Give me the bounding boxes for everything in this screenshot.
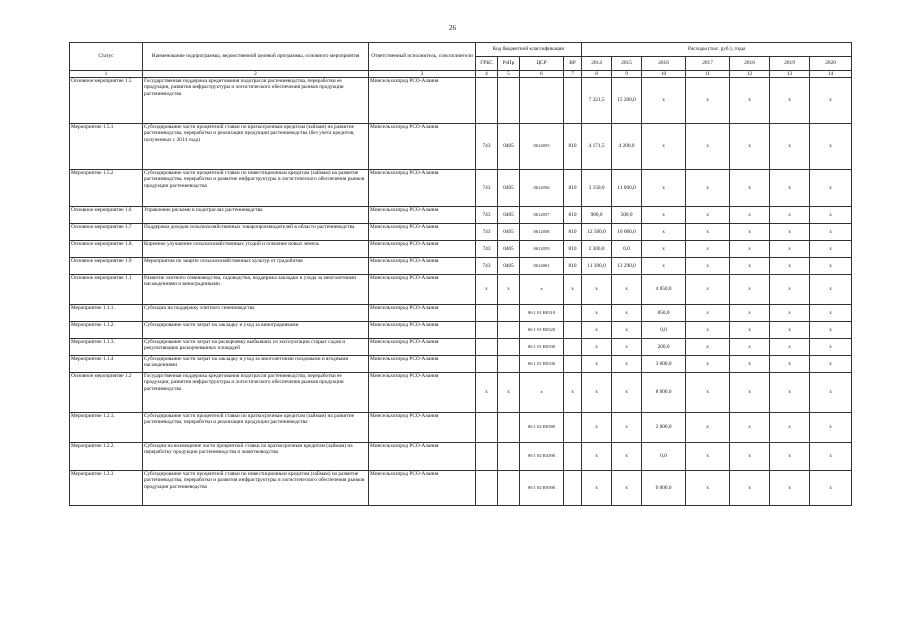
table-row — [70, 413, 852, 443]
row-value-2014: 4 171,5 — [582, 124, 612, 170]
table-row — [70, 373, 852, 413]
row-vr — [564, 78, 582, 124]
row-value-2015: 13 290,0 — [612, 258, 642, 275]
row-rzpr — [498, 339, 520, 356]
row-value-2018: x — [730, 413, 770, 443]
row-value-2018: x — [730, 207, 770, 224]
row-executor: Минсельхозпрод РСО-Алания — [369, 224, 476, 241]
row-value-2019: x — [770, 443, 810, 471]
row-vr: x — [564, 275, 582, 305]
row-csr: 0612061 — [520, 258, 564, 275]
row-value-2015: x — [612, 305, 642, 322]
row-value-2020: x — [810, 339, 852, 356]
row-name: Субсидирование части затрат на закладку и уход за многолетними плодовыми и ягодными насаждениями — [143, 356, 369, 373]
row-value-2016: 3 000,0 — [642, 356, 686, 373]
row-name: Субсидирование части затрат на закладку и уход за виноградниками — [143, 322, 369, 339]
row-status: Основное мероприятие 1.7 — [70, 224, 143, 241]
row-grbs: 743 — [476, 170, 498, 207]
row-value-2016: 8 000,0 — [642, 373, 686, 413]
table-row — [70, 78, 852, 124]
row-value-2018: x — [730, 339, 770, 356]
row-value-2017: x — [686, 413, 730, 443]
row-value-2019: x — [770, 241, 810, 258]
row-value-2019: x — [770, 224, 810, 241]
row-csr: 06 1 02 R4390 — [520, 443, 564, 471]
row-vr — [564, 413, 582, 443]
row-name: Субсидирование части процентной ставки по краткосрочным кредитам (займам) на развитие растениеводства, переработки и реализации продукции растениеводства — [143, 413, 369, 443]
row-grbs — [476, 322, 498, 339]
row-vr: 810 — [564, 241, 582, 258]
row-csr: 06 1 01 R0310 — [520, 305, 564, 322]
column-number: 12 — [730, 71, 770, 78]
row-name: Государственная поддержка кредитования подотрасли растениеводства, переработки ее продукции, развития инфраструктуры и логистического обеспечения рынков продукции растениеводства — [143, 373, 369, 413]
header-year: 2019 — [770, 57, 810, 71]
column-number: 3 — [369, 71, 476, 78]
row-value-2014: 3 150,0 — [582, 170, 612, 207]
row-vr — [564, 305, 582, 322]
row-value-2015: x — [612, 471, 642, 506]
row-value-2019: x — [770, 170, 810, 207]
row-value-2017: x — [686, 373, 730, 413]
row-status: Основное мероприятие 1.5 — [70, 78, 143, 124]
row-name: Поддержка доходов сельскохозяйственных товаропроизводителей в области растениеводства — [143, 224, 369, 241]
row-executor: Минсельхозпрод РСО-Алания — [369, 356, 476, 373]
row-value-2019: x — [770, 413, 810, 443]
table-row — [70, 258, 852, 275]
column-number: 1 — [70, 71, 143, 78]
row-value-2014: x — [582, 356, 612, 373]
table-body — [70, 78, 852, 506]
row-value-2018: x — [730, 471, 770, 506]
row-value-2020: x — [810, 207, 852, 224]
row-csr: 0612058 — [520, 224, 564, 241]
row-value-2018: x — [730, 170, 770, 207]
row-value-2018: x — [730, 78, 770, 124]
row-value-2020: x — [810, 322, 852, 339]
row-name: Государственная поддержка кредитования подотрасли растениеводства, переработки ее продукции, развития инфраструктуры и логистического обеспечения рынков продукции растениеводства — [143, 78, 369, 124]
row-grbs — [476, 356, 498, 373]
row-status: Мероприятие 1.2.2. — [70, 443, 143, 471]
row-value-2020: x — [810, 78, 852, 124]
row-value-2015: 0,0 — [612, 241, 642, 258]
row-value-2017: x — [686, 258, 730, 275]
header-year: 2016 — [642, 57, 686, 71]
row-rzpr: 0405 — [498, 241, 520, 258]
row-value-2016: x — [642, 258, 686, 275]
row-value-2020: x — [810, 443, 852, 471]
row-grbs — [476, 78, 498, 124]
row-rzpr: 0405 — [498, 258, 520, 275]
table-row — [70, 322, 852, 339]
row-rzpr — [498, 443, 520, 471]
row-grbs: 743 — [476, 224, 498, 241]
row-rzpr: 0405 — [498, 170, 520, 207]
row-value-2018: x — [730, 305, 770, 322]
row-name: Мероприятия по защите сельскохозяйственных культур от градобития — [143, 258, 369, 275]
row-csr: x — [520, 275, 564, 305]
row-value-2017: x — [686, 275, 730, 305]
row-value-2017: x — [686, 78, 730, 124]
row-value-2015: x — [612, 356, 642, 373]
table-row — [70, 207, 852, 224]
row-value-2020: x — [810, 224, 852, 241]
row-status: Мероприятие 1.1.1. — [70, 305, 143, 322]
header-name: Наименование подпрограммы, ведомственной целевой программы, основного мероприятия — [143, 43, 369, 71]
row-value-2017: x — [686, 443, 730, 471]
row-executor: Минсельхозпрод РСО-Алания — [369, 78, 476, 124]
row-csr: 06 1 01 R0330 — [520, 339, 564, 356]
column-number: 13 — [770, 71, 810, 78]
row-rzpr — [498, 413, 520, 443]
row-executor: Минсельхозпрод РСО-Алания — [369, 124, 476, 170]
row-grbs — [476, 413, 498, 443]
row-vr: 810 — [564, 170, 582, 207]
row-value-2019: x — [770, 207, 810, 224]
row-value-2015: x — [612, 413, 642, 443]
row-rzpr: x — [498, 275, 520, 305]
row-value-2016: x — [642, 241, 686, 258]
row-value-2020: x — [810, 241, 852, 258]
row-value-2014: x — [582, 305, 612, 322]
row-name: Субсидии на возмещение части процентной ставки по краткосрочным кредитам (займам) на переработку продукции растениеводства и животноводства — [143, 443, 369, 471]
row-rzpr — [498, 78, 520, 124]
row-status: Мероприятие 1.5.1 — [70, 124, 143, 170]
row-value-2014: x — [582, 322, 612, 339]
row-executor: Минсельхозпрод РСО-Алания — [369, 241, 476, 258]
row-rzpr — [498, 471, 520, 506]
row-grbs: 743 — [476, 124, 498, 170]
row-value-2019: x — [770, 356, 810, 373]
table-row — [70, 170, 852, 207]
row-grbs: 743 — [476, 241, 498, 258]
row-vr — [564, 443, 582, 471]
row-status: Основное мероприятие 1.9 — [70, 258, 143, 275]
row-status: Основное мероприятие 1.6 — [70, 207, 143, 224]
column-number: 14 — [810, 71, 852, 78]
column-number: 10 — [642, 71, 686, 78]
row-value-2016: x — [642, 224, 686, 241]
row-value-2014: x — [582, 471, 612, 506]
row-value-2017: x — [686, 170, 730, 207]
row-vr — [564, 356, 582, 373]
row-value-2019: x — [770, 275, 810, 305]
table-row — [70, 224, 852, 241]
row-name: Субсидирование части процентной ставки по инвестиционным кредитам (займам) на развитие растениеводства, переработки и развития инфраструктуры и логистического обеспечения рынков продукции растениеводства — [143, 471, 369, 506]
row-csr: x — [520, 373, 564, 413]
table-row — [70, 339, 852, 356]
row-status: Мероприятие 1.1.3. — [70, 339, 143, 356]
column-number: 9 — [612, 71, 642, 78]
row-grbs: x — [476, 373, 498, 413]
row-grbs: 743 — [476, 258, 498, 275]
row-value-2016: 0,0 — [642, 322, 686, 339]
row-value-2020: x — [810, 170, 852, 207]
row-executor: Минсельхозпрод РСО-Алания — [369, 207, 476, 224]
row-vr: x — [564, 373, 582, 413]
row-value-2019: x — [770, 258, 810, 275]
row-value-2017: x — [686, 207, 730, 224]
column-number: 11 — [686, 71, 730, 78]
row-value-2020: x — [810, 373, 852, 413]
row-vr: 810 — [564, 224, 582, 241]
row-rzpr — [498, 356, 520, 373]
row-value-2019: x — [770, 78, 810, 124]
row-executor: Минсельхозпрод РСО-Алания — [369, 305, 476, 322]
row-value-2020: x — [810, 413, 852, 443]
row-value-2016: x — [642, 78, 686, 124]
row-grbs: 743 — [476, 207, 498, 224]
row-value-2016: 2 000,0 — [642, 413, 686, 443]
row-csr — [520, 78, 564, 124]
row-value-2014: x — [582, 275, 612, 305]
row-value-2016: 6 000,0 — [642, 471, 686, 506]
table-row — [70, 124, 852, 170]
row-vr: 810 — [564, 258, 582, 275]
column-number: 6 — [520, 71, 564, 78]
row-value-2015: x — [612, 275, 642, 305]
row-status: Мероприятие 1.1.2. — [70, 322, 143, 339]
row-status: Мероприятие 1.1.4 — [70, 356, 143, 373]
row-vr: 810 — [564, 207, 582, 224]
row-csr: 06 1 02 R0380 — [520, 413, 564, 443]
row-value-2019: x — [770, 339, 810, 356]
row-grbs: x — [476, 275, 498, 305]
row-grbs — [476, 471, 498, 506]
row-value-2020: x — [810, 124, 852, 170]
row-rzpr: 0405 — [498, 124, 520, 170]
row-value-2017: x — [686, 305, 730, 322]
header-vr: ВР — [564, 57, 582, 71]
row-value-2015: 500,0 — [612, 207, 642, 224]
row-value-2018: x — [730, 322, 770, 339]
header-status: Статус — [70, 43, 143, 71]
table-row — [70, 305, 852, 322]
row-value-2016: x — [642, 207, 686, 224]
row-executor: Минсельхозпрод РСО-Алания — [369, 413, 476, 443]
row-value-2019: x — [770, 322, 810, 339]
row-value-2017: x — [686, 224, 730, 241]
row-rzpr: 0405 — [498, 207, 520, 224]
row-value-2017: x — [686, 124, 730, 170]
column-number: 4 — [476, 71, 498, 78]
row-rzpr — [498, 305, 520, 322]
row-status: Основное мероприятие 1.1 — [70, 275, 143, 305]
table-row — [70, 471, 852, 506]
row-value-2018: x — [730, 258, 770, 275]
row-value-2015: 15 200,0 — [612, 78, 642, 124]
row-status: Мероприятие 1.2.3 — [70, 471, 143, 506]
table-row — [70, 275, 852, 305]
row-executor: Минсельхозпрод РСО-Алания — [369, 170, 476, 207]
row-status: Мероприятие 1.5.2 — [70, 170, 143, 207]
row-csr: 06 1 02 R0390 — [520, 471, 564, 506]
row-value-2014: 11 300,0 — [582, 258, 612, 275]
row-value-2014: 12 500,0 — [582, 224, 612, 241]
row-value-2018: x — [730, 275, 770, 305]
row-vr: 810 — [564, 124, 582, 170]
page-number: 26 — [449, 24, 456, 32]
row-grbs — [476, 443, 498, 471]
row-value-2018: x — [730, 443, 770, 471]
row-vr — [564, 471, 582, 506]
row-value-2020: x — [810, 275, 852, 305]
row-value-2014: x — [582, 443, 612, 471]
row-value-2015: 4 200,0 — [612, 124, 642, 170]
row-name: Субсидии на поддержку элитного семеноводства — [143, 305, 369, 322]
column-number-row — [70, 71, 852, 78]
row-value-2014: 900,0 — [582, 207, 612, 224]
row-value-2015: x — [612, 443, 642, 471]
row-value-2020: x — [810, 356, 852, 373]
header-grbs: ГРБС — [476, 57, 498, 71]
row-csr: 0612055 — [520, 124, 564, 170]
row-value-2014: x — [582, 413, 612, 443]
row-value-2015: x — [612, 373, 642, 413]
table-row — [70, 443, 852, 471]
row-value-2018: x — [730, 241, 770, 258]
row-csr: 06 1 01 R0330 — [520, 356, 564, 373]
row-name: Субсидирование части затрат на раскорчевку выбывших из эксплуатации старых садов и рекультивацию раскорчеванных площадей — [143, 339, 369, 356]
row-value-2018: x — [730, 373, 770, 413]
row-value-2017: x — [686, 339, 730, 356]
row-value-2020: x — [810, 471, 852, 506]
row-rzpr: 0405 — [498, 224, 520, 241]
row-value-2019: x — [770, 305, 810, 322]
header-year: 2014 — [582, 57, 612, 71]
row-value-2014: x — [582, 373, 612, 413]
row-executor: Минсельхозпрод РСО-Алания — [369, 471, 476, 506]
row-executor: Минсельхозпрод РСО-Алания — [369, 373, 476, 413]
row-value-2017: x — [686, 471, 730, 506]
row-status: Основное мероприятие 1.8. — [70, 241, 143, 258]
column-number: 8 — [582, 71, 612, 78]
row-executor: Минсельхозпрод РСО-Алания — [369, 275, 476, 305]
header-rzpr: РзПр — [498, 57, 520, 71]
row-rzpr — [498, 322, 520, 339]
row-csr: 0612056 — [520, 170, 564, 207]
row-executor: Минсельхозпрод РСО-Алания — [369, 339, 476, 356]
row-vr — [564, 339, 582, 356]
row-value-2017: x — [686, 322, 730, 339]
row-value-2016: x — [642, 124, 686, 170]
row-value-2018: x — [730, 124, 770, 170]
row-csr: 0612057 — [520, 207, 564, 224]
column-number: 5 — [498, 71, 520, 78]
row-value-2018: x — [730, 356, 770, 373]
column-number: 7 — [564, 71, 582, 78]
row-grbs — [476, 305, 498, 322]
row-name: Коренное улучшение сельскохозяйственных угодий и освоение новых земель — [143, 241, 369, 258]
row-csr: 0612059 — [520, 241, 564, 258]
row-value-2016: 850,0 — [642, 305, 686, 322]
row-rzpr: x — [498, 373, 520, 413]
row-value-2016: 4 050,0 — [642, 275, 686, 305]
row-value-2020: x — [810, 258, 852, 275]
row-value-2016: 0,0 — [642, 443, 686, 471]
row-value-2019: x — [770, 124, 810, 170]
header-expenses: Расходы (тыс. руб.), годы — [582, 43, 852, 57]
row-value-2015: x — [612, 339, 642, 356]
row-value-2014: 2 300,0 — [582, 241, 612, 258]
row-executor: Минсельхозпрод РСО-Алания — [369, 443, 476, 471]
row-value-2019: x — [770, 471, 810, 506]
row-name: Субсидирование части процентной ставки по краткосрочным кредитам (займам) на развитие растениеводства, переработки и реализации продукции растениеводства (без учета кредитов, полученных с 2014 года) — [143, 124, 369, 170]
row-value-2015: 11 000,0 — [612, 170, 642, 207]
row-value-2020: x — [810, 305, 852, 322]
row-value-2016: 200,0 — [642, 339, 686, 356]
header-year: 2015 — [612, 57, 642, 71]
row-value-2016: x — [642, 170, 686, 207]
budget-expenses-table — [69, 42, 852, 506]
header-year: 2018 — [730, 57, 770, 71]
row-status: Мероприятие 1.2.1. — [70, 413, 143, 443]
row-value-2015: x — [612, 322, 642, 339]
header-executor: Ответственный исполнитель, соисполнители — [369, 43, 476, 71]
row-executor: Минсельхозпрод РСО-Алания — [369, 322, 476, 339]
row-value-2019: x — [770, 373, 810, 413]
row-name: Развитие элитного семеноводства, садоводства, поддержка закладки и ухода за многолетними насаждениями и виноградниками — [143, 275, 369, 305]
row-value-2018: x — [730, 224, 770, 241]
table-row — [70, 356, 852, 373]
row-value-2017: x — [686, 241, 730, 258]
header-budget-code: Код бюджетной классификации — [476, 43, 582, 57]
row-value-2015: 16 000,0 — [612, 224, 642, 241]
header-year: 2020 — [810, 57, 852, 71]
row-status: Основное мероприятие 1.2 — [70, 373, 143, 413]
row-csr: 06 1 01 R0320 — [520, 322, 564, 339]
row-grbs — [476, 339, 498, 356]
row-name: Управление рисками в подотраслях растениеводства — [143, 207, 369, 224]
header-year: 2017 — [686, 57, 730, 71]
header-csr: ЦСР — [520, 57, 564, 71]
column-number: 2 — [143, 71, 369, 78]
row-vr — [564, 322, 582, 339]
row-executor: Минсельхозпрод РСО-Алания — [369, 258, 476, 275]
row-value-2017: x — [686, 356, 730, 373]
row-value-2014: 7 321,5 — [582, 78, 612, 124]
row-value-2014: x — [582, 339, 612, 356]
row-name: Субсидирование части процентной ставки по инвестиционным кредитам (займам) на развитие растениеводства, переработки и развитие инфраструктуры и логистического обеспечения рынков продукции растениеводства — [143, 170, 369, 207]
table-row — [70, 241, 852, 258]
